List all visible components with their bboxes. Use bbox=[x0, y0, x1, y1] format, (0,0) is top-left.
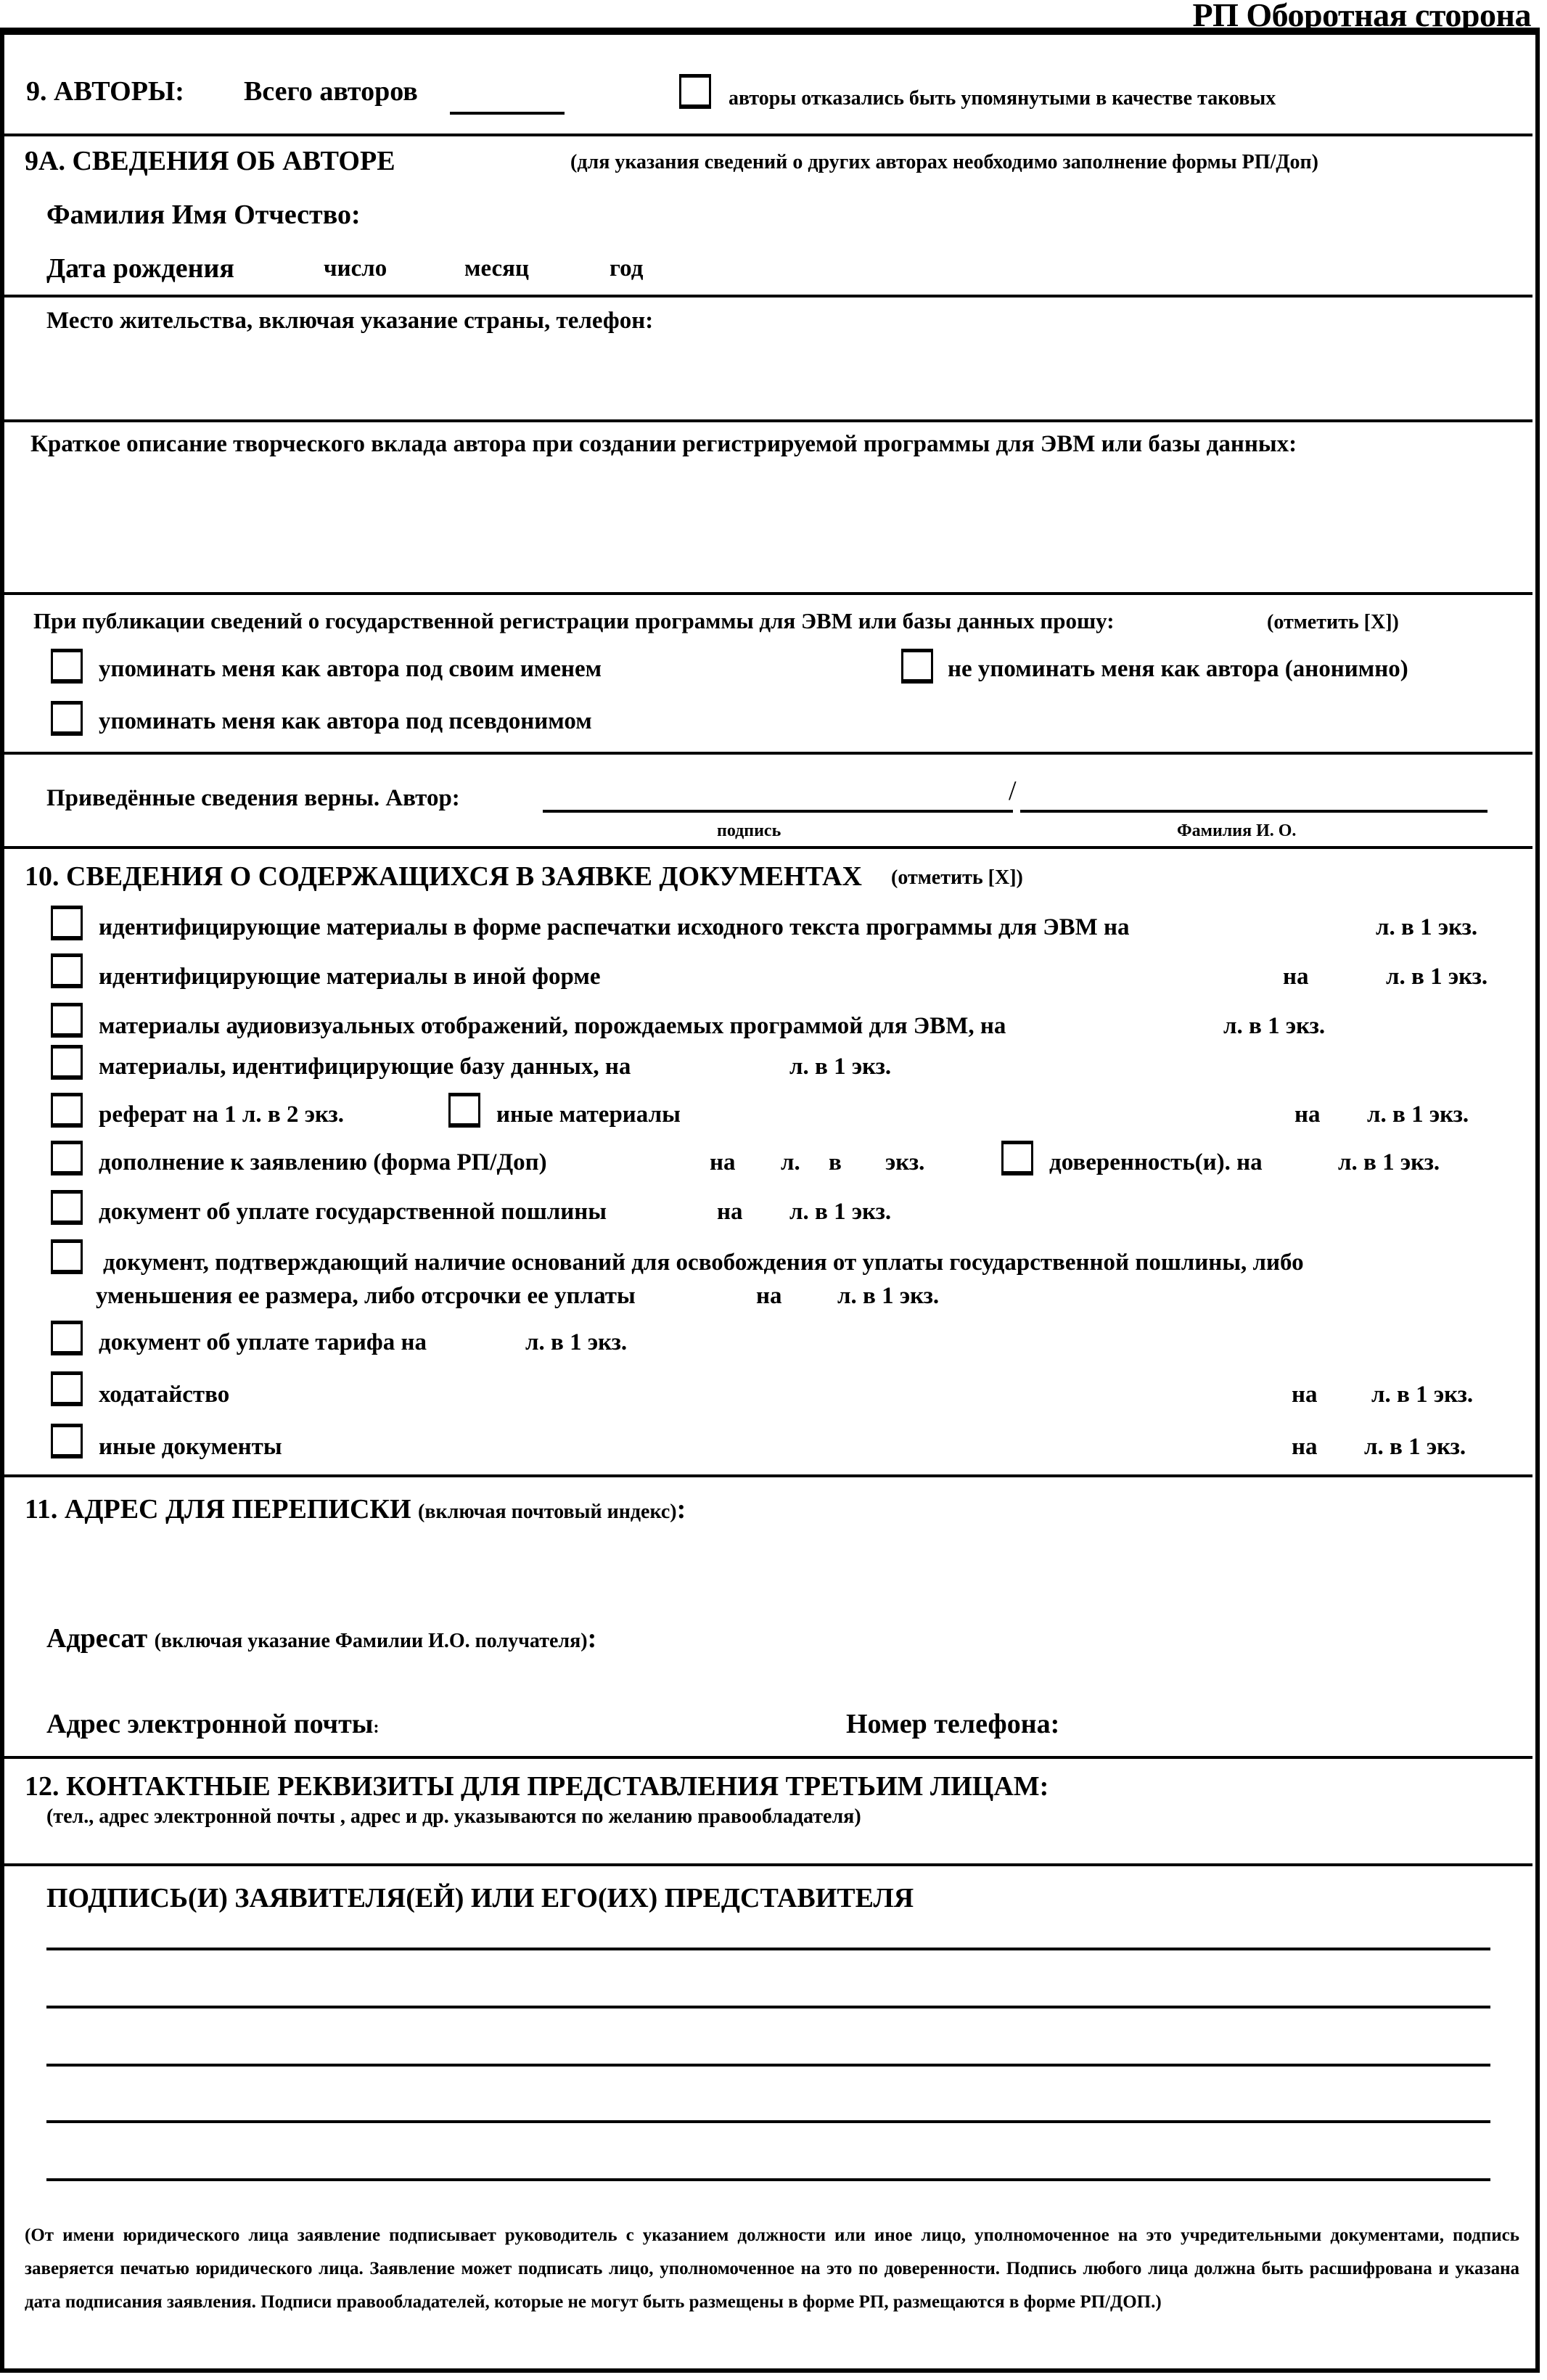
authors-declined-checkbox[interactable] bbox=[679, 74, 711, 109]
doc-other-documents-na: на bbox=[1292, 1434, 1318, 1460]
divider bbox=[4, 1756, 1532, 1759]
author-name-input[interactable] bbox=[1020, 810, 1488, 813]
documents-heading: 10. СВЕДЕНИЯ О СОДЕРЖАЩИХСЯ В ЗАЯВКЕ ДОКУМЕНТАХ bbox=[25, 861, 862, 892]
doc-fee-payment-na: на bbox=[717, 1199, 743, 1225]
email-label: Адрес электронной почты bbox=[46, 1709, 374, 1739]
publication-anonymous-label: не упоминать меня как автора (анонимно) bbox=[948, 656, 1408, 682]
correspondence-heading-hint: (включая почтовый индекс) bbox=[418, 1501, 677, 1523]
doc-power-of-attorney-checkbox[interactable] bbox=[1001, 1141, 1033, 1175]
doc-petition-na: на bbox=[1292, 1382, 1318, 1408]
divider bbox=[4, 419, 1532, 422]
doc-tariff-suffix: л. в 1 экз. bbox=[525, 1329, 628, 1355]
publication-prompt: При публикации сведений о государственной регистрации программы для ЭВМ или базы данных прошу: bbox=[33, 608, 1115, 633]
doc-other-form-na: на bbox=[1283, 964, 1309, 990]
doc-abstract-checkbox[interactable] bbox=[51, 1093, 83, 1128]
doc-petition-label: ходатайство bbox=[99, 1382, 230, 1408]
birth-day-label: число bbox=[324, 255, 387, 282]
authors-total-input[interactable] bbox=[450, 112, 565, 115]
doc-other-documents-label: иные документы bbox=[99, 1434, 282, 1460]
doc-other-materials-suffix: л. в 1 экз. bbox=[1367, 1101, 1469, 1128]
authors-heading: 9. АВТОРЫ: bbox=[26, 76, 184, 107]
signatures-heading: ПОДПИСЬ(И) ЗАЯВИТЕЛЯ(ЕЙ) ИЛИ ЕГО(ИХ) ПРЕДСТАВИТЕЛЯ bbox=[46, 1883, 914, 1913]
birth-date-label: Дата рождения bbox=[46, 253, 234, 284]
divider bbox=[4, 1474, 1532, 1477]
addressee-colon: : bbox=[587, 1623, 597, 1654]
doc-other-materials-label: иные материалы bbox=[496, 1101, 681, 1128]
doc-other-documents-suffix: л. в 1 экз. bbox=[1364, 1434, 1466, 1460]
doc-power-of-attorney-suffix: л. в 1 экз. bbox=[1338, 1149, 1440, 1175]
addressee-label: Адресат bbox=[46, 1623, 148, 1654]
authors-total-label: Всего авторов bbox=[244, 76, 418, 107]
divider bbox=[4, 752, 1532, 755]
doc-fee-exemption-label-2: уменьшения ее размера, либо отсрочки ее уплаты bbox=[96, 1283, 636, 1309]
documents-hint: (отметить [X]) bbox=[891, 866, 1023, 889]
doc-other-documents-checkbox[interactable] bbox=[51, 1424, 83, 1458]
form-frame bbox=[0, 28, 1540, 2373]
doc-supplement-na: на bbox=[710, 1149, 736, 1175]
publication-own-name-checkbox[interactable] bbox=[51, 649, 83, 684]
contribution-label: Краткое описание творческого вклада автора при создании регистрируемой программы для ЭВМ или базы данных: bbox=[30, 431, 1297, 457]
correspondence-heading-text: 11. АДРЕС ДЛЯ ПЕРЕПИСКИ bbox=[25, 1494, 411, 1525]
correspondence-heading bbox=[25, 1493, 686, 1525]
email-label-row bbox=[46, 1708, 379, 1740]
signature-line-2[interactable] bbox=[46, 2006, 1490, 2008]
author-confirm-label: Приведённые сведения верны. Автор: bbox=[46, 785, 460, 811]
doc-power-of-attorney-label: доверенность(и). на bbox=[1049, 1149, 1263, 1175]
publication-hint: (отметить [X]) bbox=[1267, 611, 1399, 633]
signature-separator: / bbox=[1009, 776, 1017, 806]
doc-fee-exemption-na: на bbox=[756, 1283, 782, 1309]
doc-fee-payment-checkbox[interactable] bbox=[51, 1190, 83, 1225]
doc-supplement-label: дополнение к заявлению (форма РП/Доп) bbox=[99, 1149, 547, 1175]
divider bbox=[4, 1863, 1532, 1866]
third-party-hint: (тел., адрес электронной почты , адрес и др. указываются по желанию правообладателя) bbox=[46, 1805, 861, 1828]
doc-source-printout-label: идентифицирующие материалы в форме распечатки исходного текста программы для ЭВМ на bbox=[99, 914, 1130, 940]
birth-month-label: месяц bbox=[464, 255, 530, 282]
doc-other-materials-na: на bbox=[1294, 1101, 1321, 1128]
author-info-heading: 9А. СВЕДЕНИЯ ОБ АВТОРЕ bbox=[25, 146, 395, 176]
publication-pseudonym-checkbox[interactable] bbox=[51, 701, 83, 736]
doc-database-checkbox[interactable] bbox=[51, 1045, 83, 1080]
publication-anonymous-checkbox[interactable] bbox=[901, 649, 933, 684]
author-info-note: (для указания сведений о других авторах необходимо заполнение формы РП/Доп) bbox=[570, 151, 1318, 173]
signature-line-3[interactable] bbox=[46, 2064, 1490, 2067]
phone-label: Номер телефона: bbox=[846, 1709, 1060, 1739]
signature-line-1[interactable] bbox=[46, 1948, 1490, 1950]
doc-tariff-label: документ об уплате тарифа на bbox=[99, 1329, 427, 1355]
doc-petition-suffix: л. в 1 экз. bbox=[1371, 1382, 1474, 1408]
signature-line-4[interactable] bbox=[46, 2120, 1490, 2123]
addressee-hint: (включая указание Фамилии И.О. получателя) bbox=[154, 1630, 588, 1652]
page-header: РП Оборотная сторона bbox=[1192, 0, 1531, 33]
correspondence-colon: : bbox=[676, 1494, 686, 1525]
doc-supplement-v: в bbox=[829, 1149, 842, 1175]
doc-fee-exemption-suffix: л. в 1 экз. bbox=[837, 1283, 940, 1309]
doc-fee-exemption-checkbox[interactable] bbox=[51, 1239, 83, 1274]
doc-tariff-checkbox[interactable] bbox=[51, 1321, 83, 1355]
publication-pseudonym-label: упоминать меня как автора под псевдонимом bbox=[99, 708, 592, 734]
publication-own-name-label: упоминать меня как автора под своим именем bbox=[99, 656, 602, 682]
signature-caption: подпись bbox=[717, 821, 781, 840]
doc-database-label: материалы, идентифицирующие базу данных, на bbox=[99, 1054, 631, 1080]
doc-fee-payment-suffix: л. в 1 экз. bbox=[789, 1199, 892, 1225]
doc-database-suffix: л. в 1 экз. bbox=[789, 1054, 892, 1080]
doc-audiovisual-suffix: л. в 1 экз. bbox=[1223, 1013, 1326, 1039]
doc-audiovisual-checkbox[interactable] bbox=[51, 1003, 83, 1038]
signature-line-5[interactable] bbox=[46, 2178, 1490, 2181]
email-colon: : bbox=[373, 1718, 379, 1737]
residence-label: Место жительства, включая указание страны, телефон: bbox=[46, 308, 654, 334]
author-signature-input[interactable] bbox=[543, 810, 1013, 813]
doc-other-form-label: идентифицирующие материалы в иной форме bbox=[99, 964, 601, 990]
doc-source-printout-suffix: л. в 1 экз. bbox=[1376, 914, 1478, 940]
birth-year-label: год bbox=[610, 255, 644, 282]
doc-fee-exemption-label: документ, подтверждающий наличие оснований для освобождения от уплаты государственной пошлины, либо bbox=[103, 1250, 1304, 1276]
doc-supplement-checkbox[interactable] bbox=[51, 1141, 83, 1175]
doc-other-form-checkbox[interactable] bbox=[51, 953, 83, 988]
doc-source-printout-checkbox[interactable] bbox=[51, 906, 83, 940]
doc-other-materials-checkbox[interactable] bbox=[448, 1093, 480, 1128]
doc-supplement-l: л. bbox=[781, 1149, 800, 1175]
divider bbox=[4, 295, 1532, 298]
doc-fee-payment-label: документ об уплате государственной пошлины bbox=[99, 1199, 607, 1225]
signatures-footnote: (От имени юридического лица заявление подписывает руководитель с указанием должности или иное лицо, уполномоченное на это учредительными документами, подпись заверяется печатью юридического лица. Заявление может подписать лицо, уполномоченное на это по доверенности. Подпись любого лица должна быть расшифрована и указана дата подписания заявления. Подписи правообладателей, которые не могут быть размещены в форме РП, размещаются в форме РП/ДОП.) bbox=[25, 2225, 1519, 2312]
name-caption: Фамилия И. О. bbox=[1177, 821, 1297, 840]
doc-audiovisual-label: материалы аудиовизуальных отображений, порождаемых программой для ЭВМ, на bbox=[99, 1013, 1006, 1039]
doc-petition-checkbox[interactable] bbox=[51, 1371, 83, 1406]
doc-other-form-suffix: л. в 1 экз. bbox=[1386, 964, 1488, 990]
doc-supplement-ekz: экз. bbox=[885, 1149, 925, 1175]
divider bbox=[4, 134, 1532, 136]
divider bbox=[4, 592, 1532, 595]
authors-declined-label: авторы отказались быть упомянутыми в качестве таковых bbox=[729, 87, 1276, 110]
doc-abstract-label: реферат на 1 л. в 2 экз. bbox=[99, 1101, 345, 1128]
divider bbox=[4, 846, 1532, 849]
full-name-label: Фамилия Имя Отчество: bbox=[46, 200, 361, 230]
third-party-heading: 12. КОНТАКТНЫЕ РЕКВИЗИТЫ ДЛЯ ПРЕДСТАВЛЕНИЯ ТРЕТЬИМ ЛИЦАМ: bbox=[25, 1771, 1049, 1802]
addressee-label-row bbox=[46, 1622, 596, 1654]
